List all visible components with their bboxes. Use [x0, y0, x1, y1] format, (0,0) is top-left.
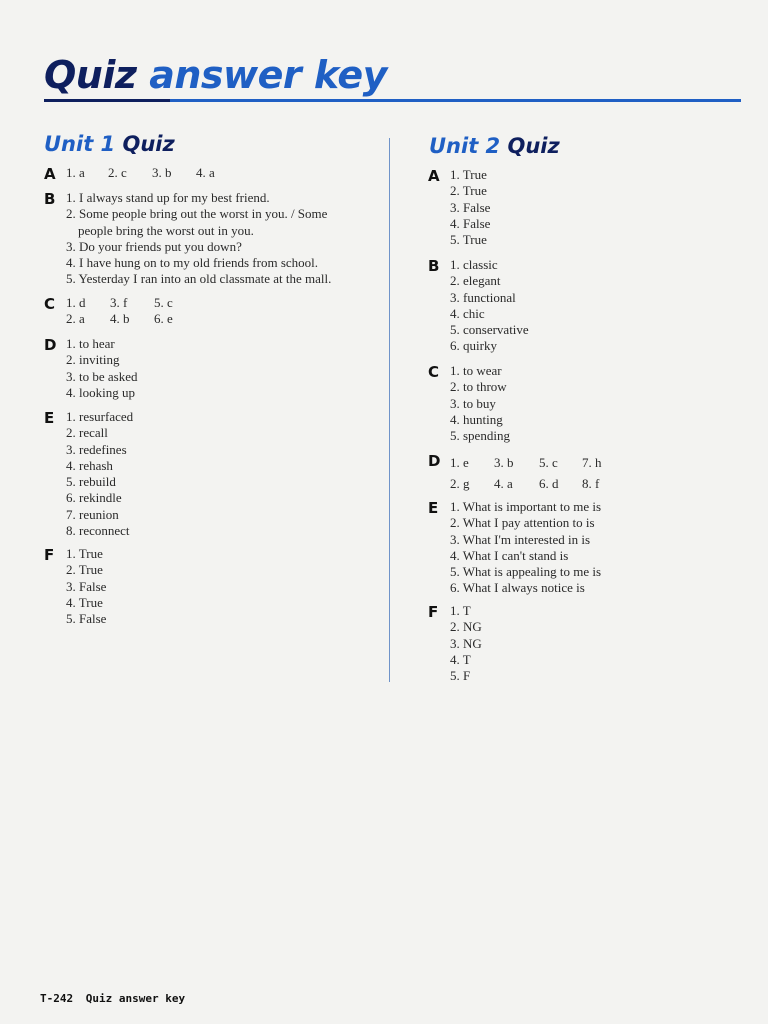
answer: 4. I have hung on to my old friends from school. — [66, 255, 319, 271]
answer: 4. T — [450, 651, 471, 667]
answer: 1. True — [66, 546, 103, 561]
answer: 1. to hear — [66, 336, 115, 351]
answer: 7. h — [582, 455, 602, 470]
answer: 1. classic — [450, 257, 498, 272]
answer: 4. rehash — [66, 457, 113, 473]
answer: 6. d — [539, 476, 559, 491]
answer: 5. c — [539, 455, 558, 470]
answer: 1. e — [450, 455, 469, 470]
section-letter: A — [428, 167, 440, 185]
answer: 3. NG — [450, 635, 482, 651]
answer: 3. What I'm interested in is — [450, 531, 591, 547]
answer: 3. f — [110, 295, 128, 310]
answer: 1. d — [66, 295, 86, 310]
answer: 3. False — [450, 199, 491, 215]
answer: 4. False — [450, 215, 491, 231]
answer: 4. hunting — [450, 411, 503, 427]
answer: 2. c — [108, 165, 127, 180]
unit1-heading — [44, 132, 175, 156]
answer: 3. functional — [450, 289, 516, 305]
answer: 2. Some people bring out the worst in you. / Some — [66, 206, 328, 222]
answer: 1. resurfaced — [66, 409, 134, 424]
answer: 2. NG — [450, 619, 482, 635]
answer: 2. True — [66, 562, 103, 578]
unit1-heading-quiz: Quiz — [122, 132, 175, 156]
answer: 4. True — [66, 594, 103, 610]
answer: 5. spending — [450, 428, 510, 444]
answer: 2. to throw — [450, 379, 507, 395]
section-letter: C — [44, 295, 56, 313]
answer: 3. redefines — [66, 441, 127, 457]
unit2-section-d — [428, 452, 602, 494]
section-letter: D — [428, 452, 441, 470]
answer: 5. False — [66, 611, 107, 627]
answer: 7. reunion — [66, 506, 119, 522]
answer: 5. What is appealing to me is — [450, 564, 602, 580]
answer: 3. b — [152, 165, 172, 180]
unit1-section-c — [44, 295, 173, 328]
answer: 4. a — [494, 476, 513, 491]
page-number: T-242 — [40, 992, 74, 1005]
answer: 5. rebuild — [66, 474, 116, 490]
answer: 6. rekindle — [66, 490, 122, 506]
answer: 2. g — [450, 476, 470, 491]
unit2-section-c — [428, 363, 510, 444]
answer: 4. a — [196, 165, 215, 180]
answer: 1. What is important to me is — [450, 499, 602, 514]
unit2-section-f — [428, 603, 482, 684]
answer: 2. inviting — [66, 352, 120, 368]
section-letter: A — [44, 165, 56, 183]
answer: 1. T — [450, 603, 471, 618]
answer: 2. True — [450, 183, 487, 199]
unit2-heading-quiz: Quiz — [507, 134, 560, 158]
unit1-section-a — [44, 165, 215, 183]
answer: 8. f — [582, 476, 600, 491]
section-letter: E — [44, 409, 55, 427]
answer: 3. False — [66, 578, 107, 594]
section-letter: D — [44, 336, 57, 354]
answer: 2. elegant — [450, 273, 501, 289]
answer: 1. I always stand up for my best friend. — [66, 190, 270, 205]
unit1-section-e — [44, 409, 133, 539]
answer: 5. conservative — [450, 322, 529, 338]
answer: 4. looking up — [66, 384, 135, 400]
answer: 6. e — [154, 311, 173, 327]
answer: 5. c — [154, 295, 173, 310]
page-footer — [40, 992, 185, 1005]
title-part2: answer key — [149, 53, 387, 97]
answer: 1. to wear — [450, 363, 502, 378]
answer: 3. b — [494, 455, 514, 470]
answer: 1. True — [450, 167, 487, 182]
answer: 6. What I always notice is — [450, 580, 585, 596]
unit1-section-d — [44, 336, 137, 401]
answer: 4. chic — [450, 305, 485, 321]
answer: 5. Yesterday I ran into an old classmate at the mall. — [66, 271, 332, 287]
unit2-heading-unit: Unit 2 — [429, 134, 501, 158]
title-part1: Quiz — [44, 53, 137, 97]
answer: 5. F — [450, 668, 471, 684]
unit2-section-e — [428, 499, 601, 597]
answer: 2. What I pay attention to is — [450, 515, 595, 531]
section-letter: B — [44, 190, 56, 208]
section-letter: E — [428, 499, 439, 517]
answer: 2. a — [66, 311, 85, 327]
unit1-heading-unit: Unit 1 — [44, 132, 116, 156]
unit2-heading — [429, 134, 560, 158]
answer: 5. True — [450, 232, 487, 248]
answer: 4. b — [110, 311, 130, 327]
unit1-section-f — [44, 546, 106, 627]
unit1-section-b — [44, 190, 331, 288]
section-letter: B — [428, 257, 440, 275]
title-rule-accent — [44, 99, 170, 102]
unit2-section-b — [428, 257, 529, 355]
answer: 2. recall — [66, 425, 108, 441]
answer: 1. a — [66, 165, 85, 180]
section-letter: F — [428, 603, 439, 621]
answer: 4. What I can't stand is — [450, 547, 569, 563]
answer: 6. quirky — [450, 338, 497, 354]
answer: 3. Do your friends put you down? — [66, 238, 242, 254]
answer: 8. reconnect — [66, 523, 130, 539]
section-letter: F — [44, 546, 55, 564]
answer-continued: people bring the worst out in you. — [78, 222, 254, 238]
section-letter: C — [428, 363, 440, 381]
answer: 3. to be asked — [66, 368, 138, 384]
answer: 3. to buy — [450, 395, 496, 411]
page-title — [44, 52, 387, 98]
footer-label: Quiz answer key — [85, 992, 186, 1005]
column-divider — [389, 138, 390, 682]
unit2-section-a — [428, 167, 490, 248]
